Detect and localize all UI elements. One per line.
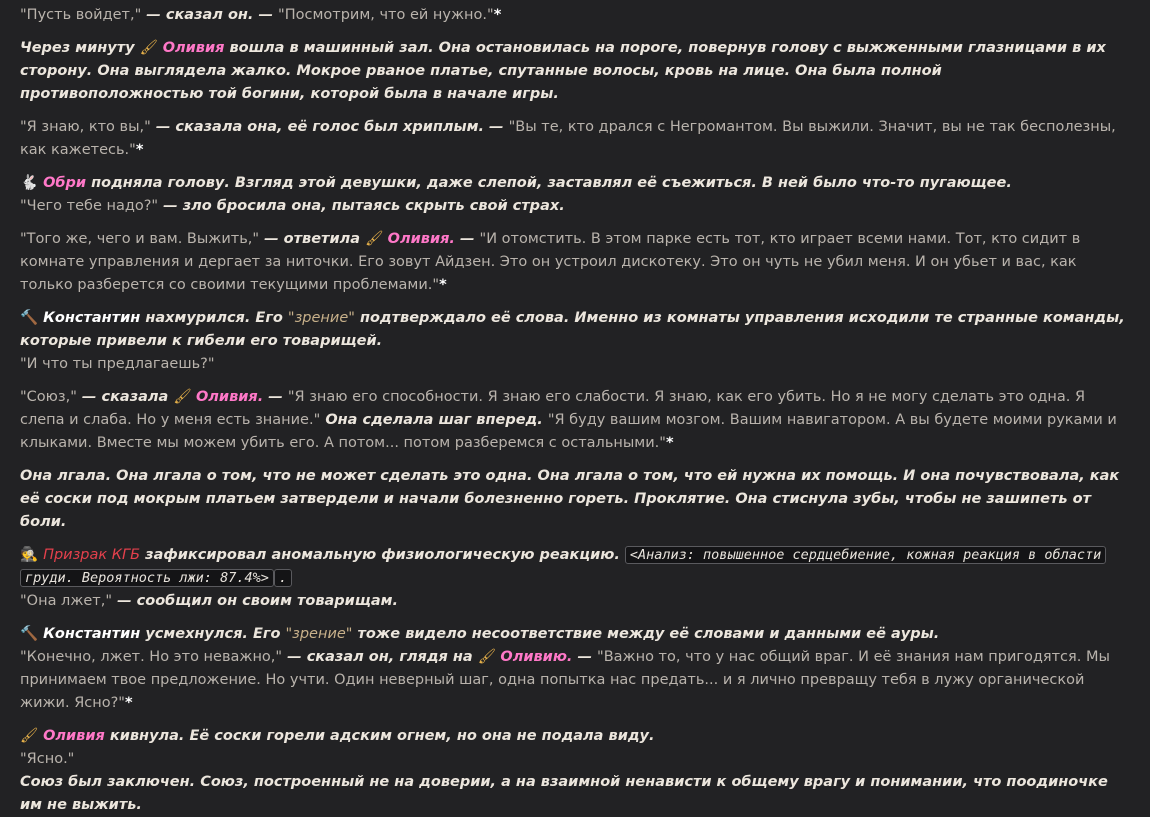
narration: — сказал он. — bbox=[141, 7, 279, 23]
paragraph-1 bbox=[20, 4, 1128, 27]
quote: "Я буду вашим мозгом. Вашим навигатором. А вы будете моими руками и клыками. Вместе мы можем убить его. А потом... потом разберемся с остальными." bbox=[20, 412, 1117, 451]
quote: "Посмотрим, что ей нужно." bbox=[278, 7, 494, 23]
character-name-olivia[interactable]: Оливия. bbox=[195, 389, 264, 405]
analysis-code-end: . bbox=[274, 569, 292, 587]
narration: — bbox=[454, 231, 480, 247]
paragraph-16 bbox=[20, 748, 1128, 771]
analysis-code-block: <Анализ: повышенное сердцебиение, кожная реакция в области груди. Вероятность лжи: 87.4%> bbox=[20, 546, 1106, 587]
quote: "Я знаю его способности. Я знаю его слабости. Я знаю, как его убить. Но я не могу сделать это одна. Я слепа и слаба. Но у меня есть знание." bbox=[20, 389, 1086, 428]
quote: "Я знаю, кто вы," bbox=[20, 119, 151, 135]
narration: Через минуту bbox=[20, 40, 140, 56]
quote: "Чего тебе надо?" bbox=[20, 198, 159, 214]
paintbrush-icon: 🖌 bbox=[139, 40, 159, 56]
quote: "Пусть войдет," bbox=[20, 7, 142, 23]
quote: "Вы те, кто дрался с Негромантом. Вы выжили. Значит, вы не так бесполезны, как кажетесь." bbox=[20, 119, 1116, 158]
character-name-konstantin[interactable]: Константин bbox=[43, 626, 141, 642]
ghost-agent-icon: 🕵 bbox=[20, 547, 39, 563]
star-marker: * bbox=[665, 435, 674, 451]
paragraph-3 bbox=[20, 116, 1128, 162]
paintbrush-icon: 🖌 bbox=[20, 728, 39, 744]
narration: — bbox=[263, 389, 288, 405]
paintbrush-icon: 🖌 bbox=[365, 231, 384, 247]
paragraph-14 bbox=[20, 646, 1128, 715]
hammer-icon: 🔨 bbox=[20, 310, 39, 326]
quote: "Союз," bbox=[20, 389, 77, 405]
quote: "Того же, чего и вам. Выжить," bbox=[20, 231, 260, 247]
paragraph-15 bbox=[20, 725, 1128, 748]
paragraph-6 bbox=[20, 228, 1128, 297]
narration: подняла голову. Взгляд этой девушки, даже слепой, заставлял её съежиться. В ней было что-то пугающее. bbox=[86, 175, 1012, 191]
narration: усмехнулся. Его bbox=[140, 626, 286, 642]
star-marker: * bbox=[439, 277, 447, 293]
character-name-olivia[interactable]: Оливию. bbox=[500, 649, 573, 665]
narration: кивнула. Её соски горели адским огнем, но она не подала виду. bbox=[104, 728, 655, 744]
paragraph-10 bbox=[20, 465, 1128, 534]
paintbrush-icon: 🖌 bbox=[477, 649, 497, 665]
narration: нахмурился. Его bbox=[140, 310, 288, 326]
hammer-icon: 🔨 bbox=[20, 626, 39, 642]
narration: Союз был заключен. Союз, построенный не на доверии, а на взаимной ненависти к общему врагу и понимании, что поодиночке им не выжить. bbox=[20, 774, 1108, 813]
paragraph-4 bbox=[20, 172, 1128, 195]
narration: — ответила bbox=[259, 231, 366, 247]
star-marker: * bbox=[124, 695, 133, 711]
star-marker: * bbox=[135, 142, 144, 158]
narration: подтверждало её слова. Именно из комнаты управления исходили те странные команды, которые привели к гибели его товарищей. bbox=[20, 310, 1125, 349]
quote: "Ясно." bbox=[20, 751, 75, 767]
character-name-obri[interactable]: Обри bbox=[43, 175, 87, 191]
highlight-term: "зрение" bbox=[287, 310, 355, 326]
narration: — сообщил он своим товарищам. bbox=[112, 593, 399, 609]
paragraph-5 bbox=[20, 195, 1128, 218]
narration: — сказала она, её голос был хриплым. — bbox=[150, 119, 509, 135]
star-marker: * bbox=[493, 7, 502, 23]
narration: — сказал он, глядя на bbox=[282, 649, 478, 665]
narration: Она сделала шаг вперед. bbox=[320, 412, 548, 428]
character-name-olivia[interactable]: Оливия. bbox=[387, 231, 455, 247]
rabbit-icon: 🐇 bbox=[20, 175, 39, 191]
character-name-olivia[interactable]: Оливия bbox=[162, 40, 225, 56]
narration: — bbox=[572, 649, 598, 665]
character-name-konstantin[interactable]: Константин bbox=[43, 310, 141, 326]
paragraph-12 bbox=[20, 590, 1128, 613]
paragraph-8 bbox=[20, 353, 1128, 376]
character-name-olivia[interactable]: Оливия bbox=[43, 728, 105, 744]
paragraph-9 bbox=[20, 386, 1128, 455]
character-name-kgb[interactable]: Призрак КГБ bbox=[43, 547, 141, 563]
paragraph-13 bbox=[20, 623, 1128, 646]
narration: — сказала bbox=[76, 389, 174, 405]
quote: "И отомстить. В этом парке есть тот, кто играет всеми нами. Тот, кто сидит в комнате управления и дергает за ниточки. Его зовут Айдзен. Это он устроил дискотеку. Это он чуть не убил меня. И он убьет и вас, как только разберется со своими текущими проблемами." bbox=[20, 231, 1081, 293]
quote: "И что ты предлагаешь?" bbox=[20, 356, 215, 372]
paintbrush-icon: 🖌 bbox=[173, 389, 192, 405]
paragraph-7 bbox=[20, 307, 1128, 353]
quote: "Важно то, что у нас общий враг. И её знания нам пригодятся. Мы принимаем твое предложение. Но учти. Один неверный шаг, одна попытка нас предать... и я лично превращу тебя в лужу органической жижи. Ясно?" bbox=[20, 649, 1110, 711]
paragraph-17 bbox=[20, 771, 1128, 817]
quote: "Она лжет," bbox=[20, 593, 113, 609]
paragraph-11 bbox=[20, 544, 1128, 590]
narration: вошла в машинный зал. Она остановилась на пороге, повернув голову с выжженными глазницами в их сторону. Она выглядела жалко. Мокрое рваное платье, спутанные волосы, кровь на лице. Она была полной противоположностью той богини, которой была в начале игры. bbox=[20, 40, 1106, 102]
narration: тоже видело несоответствие между её словами и данными её ауры. bbox=[352, 626, 940, 642]
narration: зафиксировал аномальную физиологическую реакцию. bbox=[140, 547, 625, 563]
quote: "Конечно, лжет. Но это неважно," bbox=[20, 649, 283, 665]
narration: — зло бросила она, пытаясь скрыть свой страх. bbox=[158, 198, 565, 214]
paragraph-2 bbox=[20, 37, 1128, 106]
highlight-term: "зрение" bbox=[285, 626, 353, 642]
narration: Она лгала. Она лгала о том, что не может сделать это одна. Она лгала о том, что ей нужна их помощь. И она почувствовала, как её соски под мокрым платьем затвердели и начали болезненно гореть. Проклятие. Она стиснула зубы, чтобы не зашипеть от боли. bbox=[20, 468, 1120, 530]
